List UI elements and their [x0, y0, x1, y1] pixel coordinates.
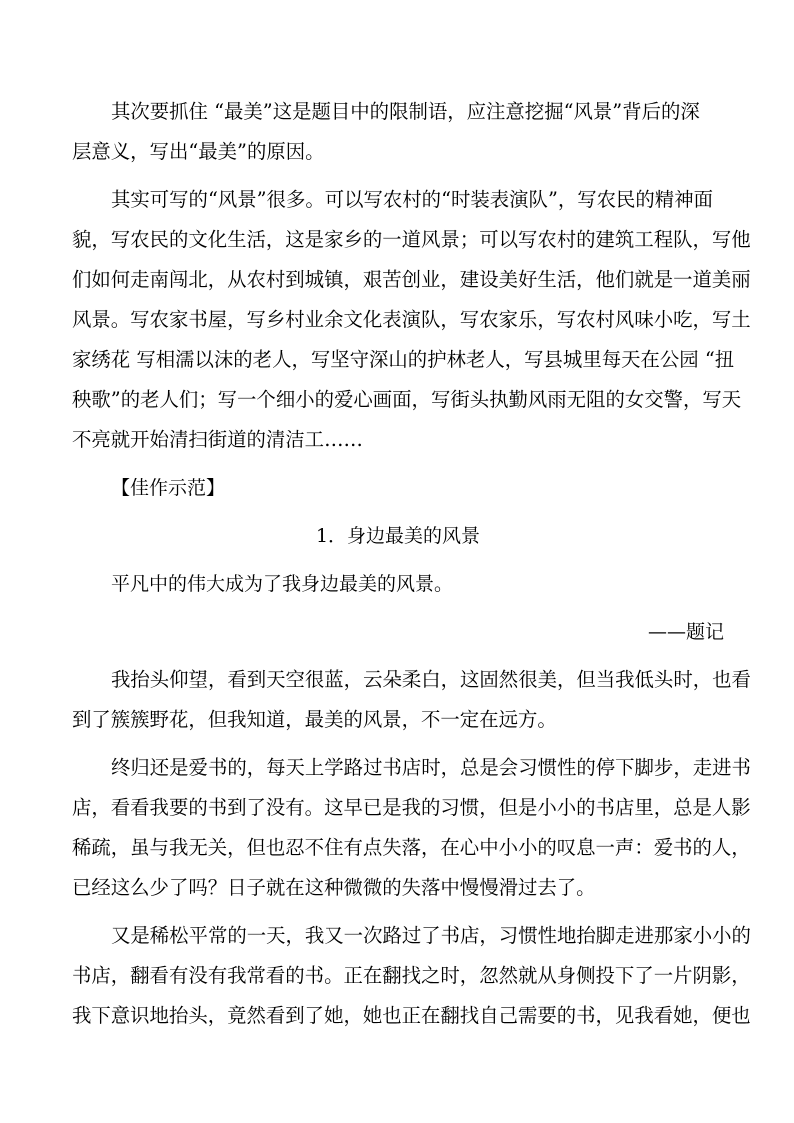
text-line: 家绣花 写相濡以沫的老人，写坚守深山的护林老人，写县城里每天在公园 “扭	[72, 348, 735, 371]
essay-paragraph	[72, 748, 751, 908]
paragraph-scenery-ideas	[72, 180, 751, 460]
text-line: 层意义，写出“最美”的原因。	[72, 140, 325, 163]
epigraph-attribution: ——题记	[647, 621, 724, 643]
text-line: 店，看看我要的书到了没有。这早已是我的习惯，但是小小的书店里，总是人影	[72, 796, 751, 819]
text-line: 又是稀松平常的一天，我又一次路过了书店，习惯性地抬脚走进那家小小的	[111, 924, 751, 947]
text-line: 我下意识地抬头，竟然看到了她，她也正在翻找自己需要的书，见我看她，便也	[72, 1004, 751, 1027]
text-line: 们如何走南闯北，从农村到城镇，艰苦创业，建设美好生活，他们就是一道美丽	[72, 268, 751, 291]
text-line: 风景。写农家书屋，写乡村业余文化表演队，写农家乐，写农村风味小吃，写土	[72, 308, 751, 331]
text-line: 不亮就开始清扫街道的清洁工……	[72, 428, 363, 451]
text-line: 其次要抓住 “最美”这是题目中的限制语，应注意挖掘“风景”背后的深	[111, 100, 700, 123]
text-line: 终归还是爱书的，每天上学路过书店时，总是会习惯性的停下脚步，走进书	[111, 756, 751, 779]
text-line: 貌，写农民的文化生活，这是家乡的一道风景；可以写农村的建筑工程队，写他	[72, 228, 751, 251]
text-line: 已经这么少了吗？日子就在这种微微的失落中慢慢滑过去了。	[72, 876, 596, 899]
text-line: 其实可写的“风景”很多。可以写农村的“时装表演队”，写农民的精神面	[111, 188, 713, 211]
epigraph: 平凡中的伟大成为了我身边最美的风景。	[111, 573, 454, 595]
text-line: 到了簇簇野花，但我知道，最美的风景，不一定在远方。	[72, 708, 557, 731]
paragraph-limit-words	[72, 92, 724, 172]
text-line: 书店，翻看有没有我常看的书。正在翻找之时，忽然就从身侧投下了一片阴影，	[72, 964, 751, 987]
document-page	[72, 92, 751, 1036]
essay-paragraph	[72, 660, 751, 740]
essay-paragraph	[72, 916, 751, 1036]
text-line: 我抬头仰望，看到天空很蓝，云朵柔白，这固然很美，但当我低头时，也看	[111, 668, 751, 691]
text-line: 稀疏，虽与我无关，但也忍不住有点失落，在心中小小的叹息一声：爱书的人，	[72, 836, 751, 859]
essay-title: 1．身边最美的风景	[315, 525, 481, 547]
section-heading: 【佳作示范】	[111, 477, 226, 499]
text-line: 秧歌”的老人们；写一个细小的爱心画面，写街头执勤风雨无阻的女交警，写天	[72, 388, 742, 411]
